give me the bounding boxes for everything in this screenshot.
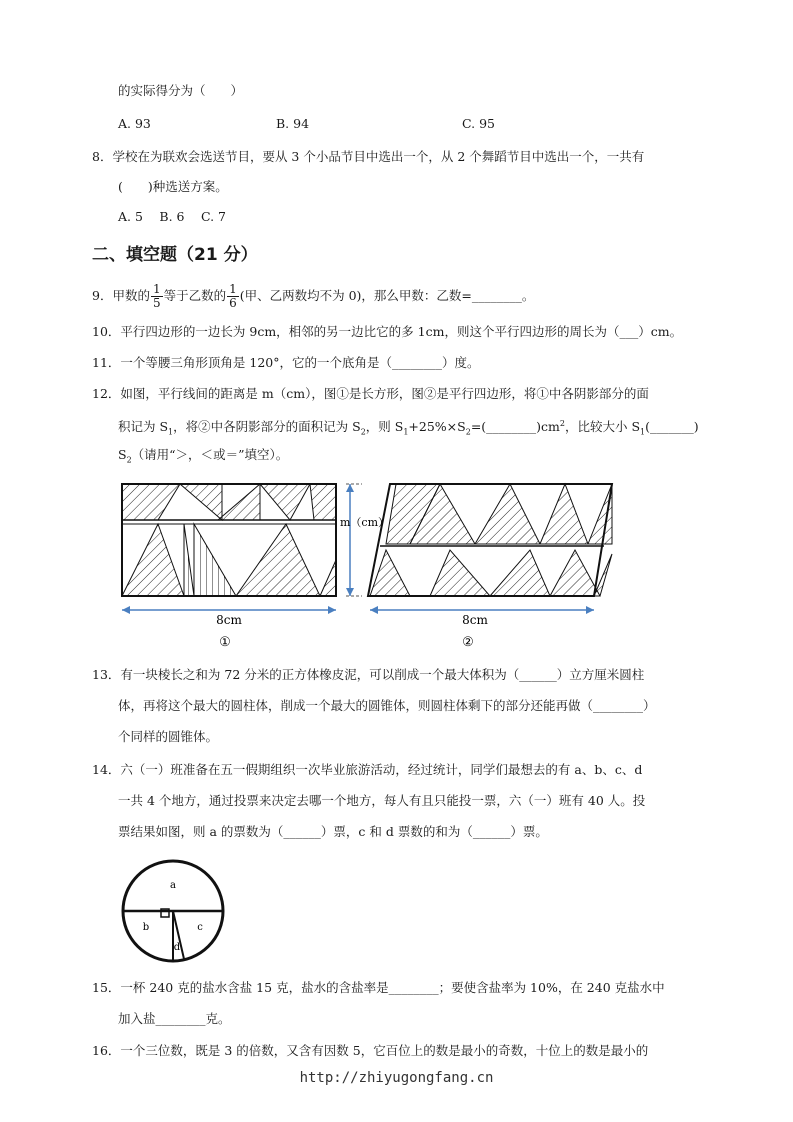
q9-mid: 等于乙数的 [163, 288, 227, 303]
q7-continuation: 的实际得分为（ ） [118, 83, 244, 98]
caption-2: ② [462, 635, 474, 650]
fraction-one-fifth: $\frac{1}{5}$ [152, 282, 161, 310]
pie-label-a: a [170, 880, 176, 891]
q9-suffix: (甲、乙两数均不为 0)，那么甲数：乙数=________。 [239, 288, 535, 303]
q7-option-c: C. 95 [462, 116, 495, 131]
q14-line1: 14．六（一）班准备在五一假期组织一次毕业旅游活动，经过统计，同学们最想去的有 a、b、c、d [92, 762, 643, 777]
q10-text: 10．平行四边形的一边长为 9cm，相邻的另一边比它的多 1cm，则这个平行四边形的周长为（___）cm。 [92, 324, 683, 339]
q13-line1: 13．有一块棱长之和为 72 分米的正方体橡皮泥，可以削成一个最大体积为（______）立方厘米圆柱 [92, 667, 645, 682]
q15-line1: 15．一杯 240 克的盐水含盐 15 克，盐水的含盐率是________；要使含盐率为 10%，在 240 克盐水中 [92, 980, 665, 995]
q9-line [92, 283, 534, 310]
q15-line2: 加入盐________克。 [118, 1011, 231, 1026]
vote-pie-chart [118, 858, 228, 966]
width-label-1: 8cm [216, 613, 242, 627]
q12-line1: 12．如图，平行线间的距离是 m（cm），图①是长方形，图②是平行四边形，将①中各阴影部分的面 [92, 386, 649, 401]
width-label-2: 8cm [462, 613, 488, 627]
q11-text: 11．一个等腰三角形顶角是 120°，它的一个底角是（________）度。 [92, 355, 480, 370]
q8-line2: ( )种选送方案。 [118, 179, 228, 194]
q12-figure [110, 474, 650, 652]
fraction-one-sixth: $\frac{1}{6}$ [229, 282, 237, 310]
q7-option-b: B. 94 [276, 116, 310, 131]
q7-option-a: A. 93 [118, 116, 151, 131]
parallelogram-figure-2 [368, 484, 612, 596]
q14-line3: 票结果如图，则 a 的票数为（______）票，c 和 d 票数的和为（______）票。 [118, 824, 548, 839]
q8-line1: 8．学校在为联欢会选送节目，要从 3 个小品节目中选出一个，从 2 个舞蹈节目中选出一个，一共有 [92, 149, 645, 164]
q13-line2: 体，再将这个最大的圆柱体，削成一个最大的圆锥体，则圆柱体剩下的部分还能再做（________） [118, 698, 656, 713]
pie-label-b: b [142, 922, 150, 933]
rectangle-figure-1 [122, 484, 336, 596]
q13-line3: 个同样的圆锥体。 [118, 729, 219, 744]
section-heading: 二、填空题（21 分） [92, 245, 258, 265]
pie-label-c: c [197, 922, 203, 933]
q16-line1: 16．一个三位数，既是 3 的倍数，又含有因数 5，它百位上的数是最小的奇数，十位上的数是最小的 [92, 1043, 649, 1058]
q8-options: A. 5 B. 6 C. 7 [118, 209, 226, 224]
q14-line2: 一共 4 个地方，通过投票来决定去哪一个地方，每人有且只能投一票，六（一）班有 40 人。投 [118, 793, 646, 808]
q12-line3: $S_2$（请用“＞，＜或＝”填空）。 [118, 447, 289, 465]
footer-url: http://zhiyugongfang.cn [299, 1070, 494, 1086]
caption-1: ① [219, 635, 231, 650]
m-label: m（cm） [340, 516, 390, 529]
q12-line2: 积记为 $S_1$，将②中各阴影部分的面积记为 $S_2$，则 $S_1+25\%\times S_2=(\_\_\_\_\_\_\_\_)cm^2$，比较大小 $S_1(\_\_\_\_\_\_\_)$ [118, 419, 699, 437]
q9-prefix: 9．甲数的 [92, 288, 150, 303]
pie-label-d: d [173, 942, 181, 953]
